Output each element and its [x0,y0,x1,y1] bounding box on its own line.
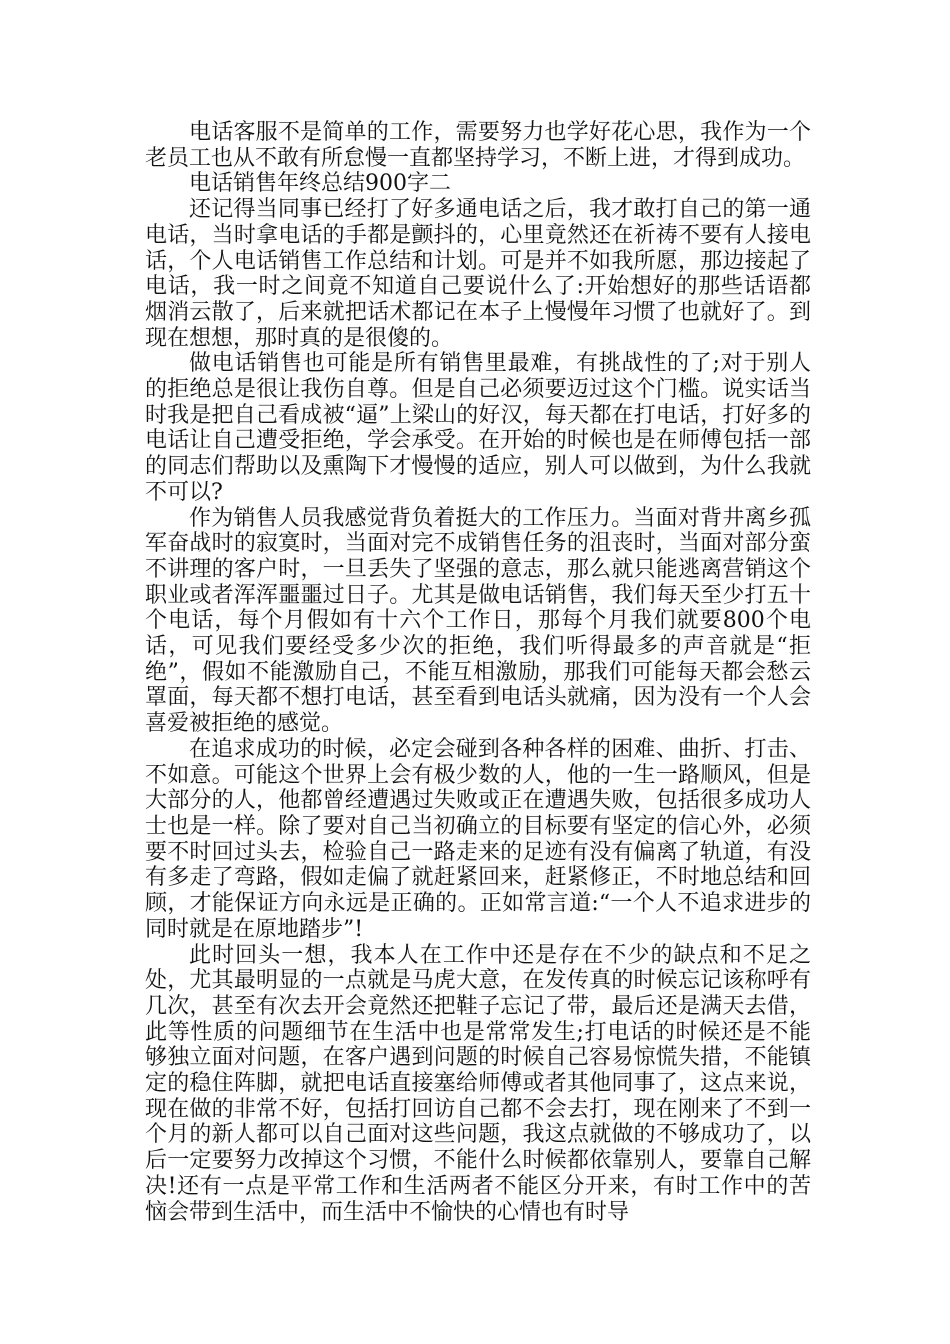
paragraph-pressure: 作为销售人员我感觉背负着挺大的工作压力。当面对背井离乡孤军奋战时的寂寞时，当面对完不成销售任务的沮丧时，当面对部分蛮不讲理的客户时，一旦丢失了坚强的意志，那么就只能逃离营销这个职业或者浑浑噩噩过日子。尤其是做电话销售，我们每天至少打五十个电话，每个月假如有十六个工作日，那每个月我们就要800个电话，可见我们要经受多少次的拒绝，我们听得最多的声音就是“拒绝”，假如不能激励自己，不能互相激励，那我们可能每天都会愁云罩面，每天都不想打电话，甚至看到电话头就痛，因为没有一个人会喜爱被拒绝的感觉。 [145,505,811,737]
paragraph-success: 在追求成功的时候，必定会碰到各种各样的困难、曲折、打击、不如意。可能这个世界上会有极少数的人，他的一生一路顺风，但是大部分的人，他都曾经遭遇过失败或正在遭遇失败，包括很多成功人士也是一样。除了要对自己当初确立的目标要有坚定的信心外，必须要不时回过头去，检验自己一路走来的足迹有没有偏离了轨道，有没有多走了弯路，假如走偏了就赶紧回来，赶紧修正，不时地总结和回顾，才能保证方向永远是正确的。正如常言道:“一个人不追求进步的同时就是在原地踏步”! [145,736,811,942]
paragraph-reflection: 此时回头一想，我本人在工作中还是存在不少的缺点和不足之处，尤其最明显的一点就是马虎大意，在发传真的时候忘记该称呼有几次，甚至有次去开会竟然还把鞋子忘记了带，最后还是满天去借，此等性质的问题细节在生活中也是常常发生;打电话的时候还是不能够独立面对问题，在客户遇到问题的时候自己容易惊慌失措，不能镇定的稳住阵脚，就把电话直接塞给师傅或者其他同事了，这点来说，现在做的非常不好，包括打回访自己都不会去打，现在刚来了不到一个月的新人都可以自己面对这些问题，我这点就做的不够成功了，以后一定要努力改掉这个习惯，不能什么时候都依靠别人，要靠自己解决!还有一点是平常工作和生活两者不能区分开来，有时工作中的苦恼会带到生活中，而生活中不愉快的心情也有时导 [145,942,811,1225]
section-heading: 电话销售年终总结900字二 [189,171,451,197]
document-page [145,120,811,1225]
paragraph-first-call: 还记得当同事已经打了好多通电话之后，我才敢打自己的第一通电话，当时拿电话的手都是颤抖的，心里竟然还在祈祷不要有人接电话，个人电话销售工作总结和计划。可是并不如我所愿，那边接起了电话，我一时之间竟不知道自己要说什么了:开始想好的那些话语都烟消云散了，后来就把话术都记在本子上慢慢年习惯了也就好了。到现在想想，那时真的是很傻的。 [145,197,811,351]
paragraph-intro: 电话客服不是简单的工作，需要努力也学好花心思，我作为一个老员工也从不敢有所怠慢一直都坚持学习，不断上进，才得到成功。 [145,120,811,171]
paragraph-rejection: 做电话销售也可能是所有销售里最难，有挑战性的了;对于别人的拒绝总是很让我伤自尊。但是自己必须要迈过这个门槛。说实话当时我是把自己看成被“逼”上梁山的好汉，每天都在打电话，打好多的电话让自己遭受拒绝，学会承受。在开始的时候也是在师傅包括一部的同志们帮助以及熏陶下才慢慢的适应，别人可以做到，为什么我就不可以? [145,351,811,505]
